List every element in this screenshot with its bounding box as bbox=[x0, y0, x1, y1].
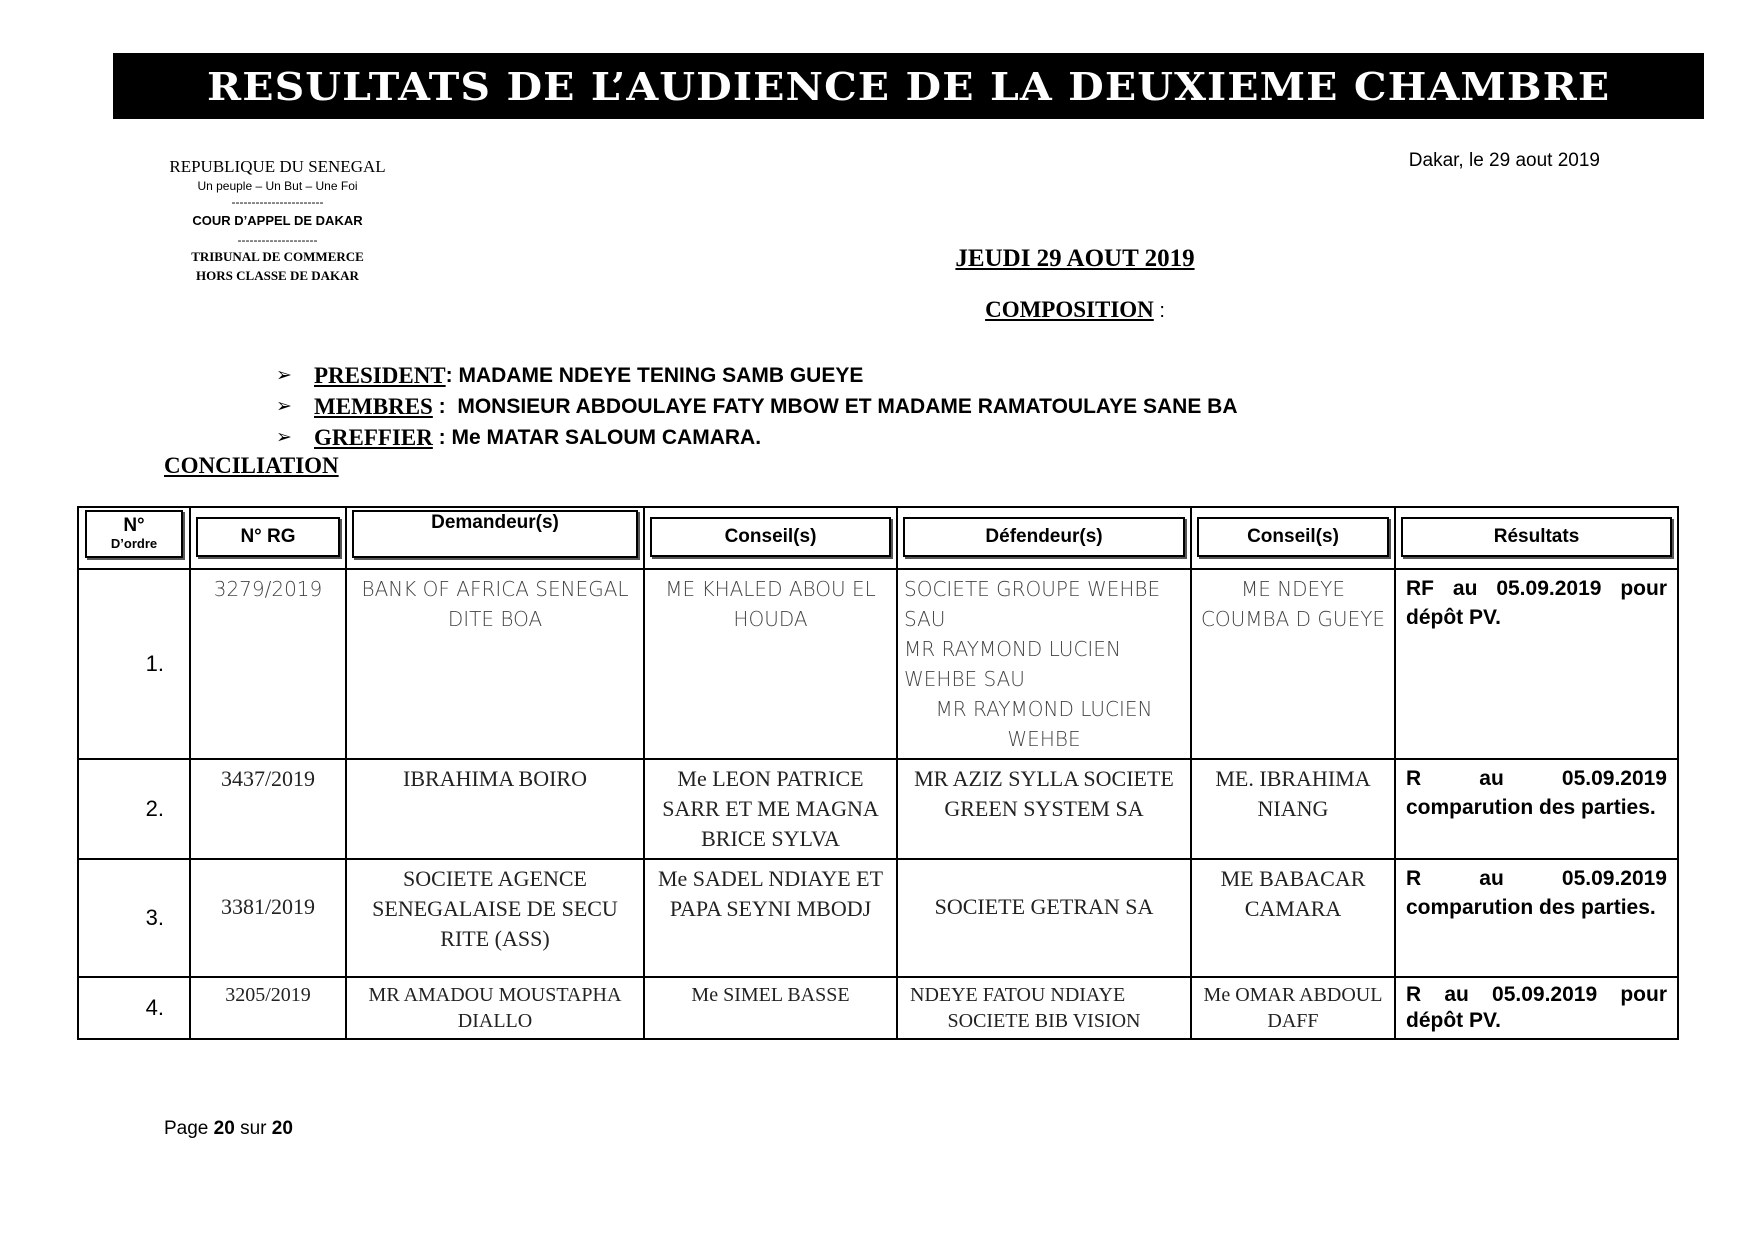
arrow-bullet-icon: ➢ bbox=[276, 427, 292, 448]
tribunal-name-line2: HORS CLASSE DE DAKAR bbox=[196, 268, 359, 283]
arrow-bullet-icon: ➢ bbox=[276, 396, 292, 417]
row-number: 2. bbox=[78, 759, 190, 859]
role-value: MONSIEUR ABDOULAYE FATY MBOW ET MADAME RAMATOULAYE SANE BA bbox=[457, 394, 1238, 418]
header-cell bbox=[1395, 507, 1678, 569]
defendant-entry: MR RAYMOND LUCIEN WEHBE bbox=[935, 697, 1153, 751]
document-date: Dakar, le 29 aout 2019 bbox=[1408, 150, 1600, 171]
header-cell bbox=[190, 507, 346, 569]
role-separator: : bbox=[445, 363, 459, 387]
arrow-bullet-icon: ➢ bbox=[276, 365, 292, 386]
defendant-counsel: ME BABACAR CAMARA bbox=[1191, 859, 1395, 977]
results-table bbox=[77, 506, 1679, 1040]
composition-item-president bbox=[276, 360, 1576, 391]
header-cell bbox=[897, 507, 1191, 569]
republic-name: REPUBLIQUE DU SENEGAL bbox=[169, 157, 386, 176]
institution-header bbox=[140, 156, 415, 285]
composition-item-members bbox=[276, 391, 1576, 422]
case-number: 3381/2019 bbox=[190, 859, 346, 977]
divider: ----------------------- bbox=[231, 195, 324, 209]
hearing-result: R au 05.09.2019 comparution des parties. bbox=[1395, 759, 1678, 859]
page-footer bbox=[164, 1118, 293, 1140]
role-value: Me MATAR SALOUM CAMARA. bbox=[451, 425, 762, 449]
plaintiff-counsel: Me SADEL NDIAYE ET PAPA SEYNI MBODJ bbox=[644, 859, 897, 977]
role-separator: : bbox=[432, 394, 458, 418]
defendant-entry: SOCIETE GROUPE WEHBE SAU bbox=[904, 577, 1161, 631]
plaintiff-counsel: Me LEON PATRICE SARR ET ME MAGNA BRICE SYLVA bbox=[644, 759, 897, 859]
table-row bbox=[78, 859, 1678, 977]
composition-list bbox=[276, 360, 1576, 453]
header-defendant: Défendeur(s) bbox=[903, 517, 1185, 557]
defendant-counsel: ME NDEYE COUMBA D GUEYE bbox=[1191, 569, 1395, 759]
case-number: 3279/2019 bbox=[190, 569, 346, 759]
plaintiff: IBRAHIMA BOIRO bbox=[346, 759, 644, 859]
defendant bbox=[897, 977, 1191, 1039]
section-title: CONCILIATION bbox=[164, 453, 339, 478]
role-label: MEMBRES bbox=[314, 393, 433, 419]
table-row bbox=[78, 759, 1678, 859]
hearing-result: R au 05.09.2019 pour dépôt PV. bbox=[1395, 977, 1678, 1039]
plaintiff: MR AMADOU MOUSTAPHA DIALLO bbox=[346, 977, 644, 1039]
defendant: MR AZIZ SYLLA SOCIETE GREEN SYSTEM SA bbox=[897, 759, 1191, 859]
header-order-line2: D’ordre bbox=[110, 536, 158, 551]
case-number: 3205/2019 bbox=[190, 977, 346, 1039]
footer-mid: sur bbox=[234, 1118, 272, 1139]
plaintiff-counsel: ME KHALED ABOU EL HOUDA bbox=[644, 569, 897, 759]
role-separator: : bbox=[432, 425, 452, 449]
header-cell bbox=[644, 507, 897, 569]
composition-suffix: : bbox=[1153, 300, 1165, 322]
table-row bbox=[78, 569, 1678, 759]
table-header-row bbox=[78, 507, 1678, 569]
total-pages: 20 bbox=[271, 1118, 293, 1139]
defendant: SOCIETE GETRAN SA bbox=[897, 859, 1191, 977]
defendant-counsel: ME. IBRAHIMA NIANG bbox=[1191, 759, 1395, 859]
composition-item-clerk bbox=[276, 422, 1576, 453]
header-results: Résultats bbox=[1401, 517, 1672, 557]
tribunal-name-line1: TRIBUNAL DE COMMERCE bbox=[191, 249, 364, 264]
divider: -------------------- bbox=[237, 233, 318, 247]
court-name: COUR D’APPEL DE DAKAR bbox=[192, 213, 363, 228]
header-cell bbox=[346, 507, 644, 569]
case-number: 3437/2019 bbox=[190, 759, 346, 859]
defendant-counsel: Me OMAR ABDOUL DAFF bbox=[1191, 977, 1395, 1039]
role-value: MADAME NDEYE TENING SAMB GUEYE bbox=[458, 363, 864, 387]
hearing-result: RF au 05.09.2019 pour dépôt PV. bbox=[1395, 569, 1678, 759]
title-banner bbox=[113, 53, 1704, 119]
role-label: PRESIDENT bbox=[314, 362, 446, 388]
role-label: GREFFIER bbox=[314, 424, 433, 450]
row-number: 4. bbox=[78, 977, 190, 1039]
banner-title: RESULTATS DE L’AUDIENCE DE LA DEUXIEME CHAMBRE bbox=[206, 63, 1611, 109]
footer-prefix: Page bbox=[164, 1118, 214, 1139]
defendant-entry: MR RAYMOND LUCIEN WEHBE SAU bbox=[904, 637, 1121, 691]
header-cell bbox=[78, 507, 190, 569]
hearing-result: R au 05.09.2019 comparution des parties. bbox=[1395, 859, 1678, 977]
row-number: 1. bbox=[78, 569, 190, 759]
defendant bbox=[897, 569, 1191, 759]
composition-heading bbox=[820, 297, 1330, 323]
header-counsel-2: Conseil(s) bbox=[1197, 517, 1389, 557]
header-order bbox=[85, 510, 183, 558]
defendant-entry: SOCIETE BIB VISION bbox=[947, 1010, 1141, 1032]
current-page: 20 bbox=[213, 1118, 235, 1139]
plaintiff: BANK OF AFRICA SENEGAL DITE BOA bbox=[346, 569, 644, 759]
header-counsel-1: Conseil(s) bbox=[650, 517, 891, 557]
hearing-day-title: JEUDI 29 AOUT 2019 bbox=[955, 245, 1195, 272]
national-motto: Un peuple – Un But – Une Foi bbox=[197, 179, 358, 193]
table-row bbox=[78, 977, 1678, 1039]
row-number: 3. bbox=[78, 859, 190, 977]
plaintiff-counsel: Me SIMEL BASSE bbox=[644, 977, 897, 1039]
composition-label: COMPOSITION bbox=[985, 297, 1154, 322]
plaintiff: SOCIETE AGENCE SENEGALAISE DE SECU RITE (ASS) bbox=[346, 859, 644, 977]
header-order-line1: N° bbox=[123, 515, 145, 536]
header-cell bbox=[1191, 507, 1395, 569]
header-plaintiff: Demandeur(s) bbox=[352, 510, 638, 558]
header-rg: N° RG bbox=[196, 517, 340, 557]
defendant-entry: NDEYE FATOU NDIAYE bbox=[910, 984, 1126, 1006]
